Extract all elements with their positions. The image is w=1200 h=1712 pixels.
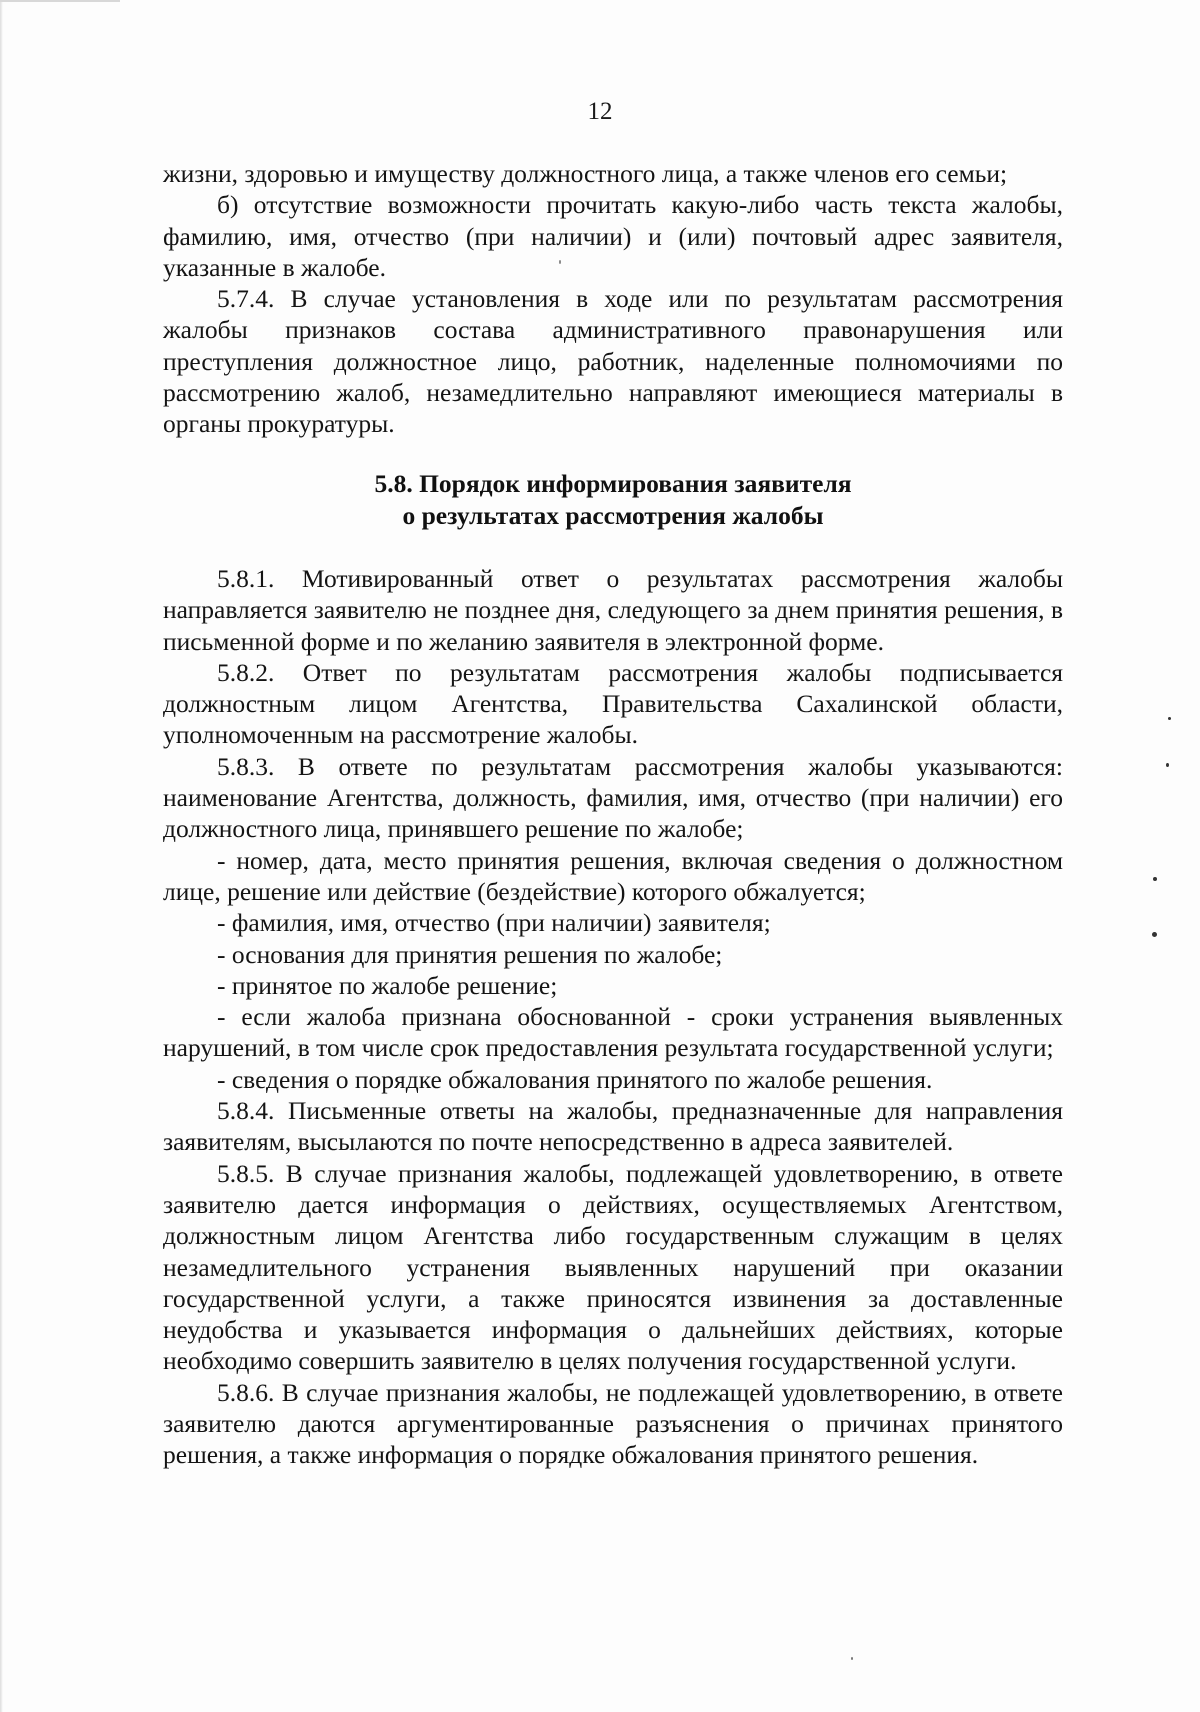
list-item-decision-grounds: - основания для принятия решения по жалобе; (217, 939, 723, 969)
scan-speck (1153, 877, 1157, 881)
paragraph-5-7-4: 5.7.4. В случае установления в ходе или по результатам рассмотрения жалобы признаков состава административного правонарушения или преступления должностное лицо, работник, наделенные полномочиями по рассмотрению жалоб, незамедлительно направляют имеющиеся материалы в органы прокуратуры. (163, 284, 1063, 439)
scan-speck (1152, 932, 1157, 937)
scan-top-line (0, 0, 120, 2)
list-item-remedy-terms: - если жалоба признана обоснованной - сроки устранения выявленных нарушений, в том числе срок предоставления результата государственной услуги; (163, 1002, 1063, 1063)
text-block-main (163, 563, 1063, 1471)
text-block-top (163, 158, 1063, 440)
section-heading (163, 468, 1063, 532)
scan-speck (851, 1657, 853, 1660)
list-item-decision-details: - номер, дата, место принятия решения, включая сведения о должностном лице, решение или действие (бездействие) которого обжалуется; (163, 845, 1063, 906)
scan-speck (559, 260, 561, 264)
scan-edge-shadow (0, 0, 3, 1712)
paragraph-5-8-1: 5.8.1. Мотивированный ответ о результатах рассмотрения жалобы направляется заявителю не позднее дня, следующего за днем принятия решения, в письменной форме и по желанию заявителя в электронной форме. (163, 564, 1063, 656)
paragraph-5-8-4: 5.8.4. Письменные ответы на жалобы, предназначенные для направления заявителям, высылаются по почте непосредственно в адреса заявителей. (163, 1096, 1063, 1157)
paragraph-5-8-5: 5.8.5. В случае признания жалобы, подлежащей удовлетворению, в ответе заявителю дается информация о действиях, осуществляемых Агентством, должностным лицом Агентства либо государственным служащим в целях незамедлительного устранения выявленных нарушений при оказании государственной услуги, а также приносятся извинения за доставленные неудобства и указывается информация о дальнейших действиях, которые необходимо совершить заявителю в целях получения государственной услуги. (163, 1158, 1063, 1376)
list-item-applicant-name: - фамилия, имя, отчество (при наличии) заявителя; (217, 908, 771, 938)
section-heading-line-2: о результатах рассмотрения жалобы (402, 501, 824, 530)
list-item-decision-taken: - принятое по жалобе решение; (217, 970, 558, 1000)
paragraph-5-8-3: 5.8.3. В ответе по результатам рассмотрения жалобы указываются: наименование Агентства, должность, фамилия, имя, отчество (при наличии) его должностного лица, принявшего решение по жалобе; (163, 751, 1063, 844)
list-item-appeal-procedure: - сведения о порядке обжалования принятого по жалобе решения. (217, 1064, 933, 1094)
paragraph-item-b: б) отсутствие возможности прочитать какую-либо часть текста жалобы, фамилию, имя, отчество (при наличии) и (или) почтовый адрес заявителя, указанные в жалобе. (163, 190, 1063, 282)
scan-speck (1168, 717, 1171, 720)
scan-speck (1166, 763, 1169, 767)
paragraph-5-8-6: 5.8.6. В случае признания жалобы, не подлежащей удовлетворению, в ответе заявителю даются аргументированные разъяснения о причинах принятого решения, а также информация о порядке обжалования принятого решения. (163, 1377, 1063, 1470)
page-number: 12 (587, 98, 613, 125)
paragraph-continuation: жизни, здоровью и имуществу должностного лица, а также членов его семьи; (163, 159, 1008, 188)
paragraph-5-8-2: 5.8.2. Ответ по результатам рассмотрения жалобы подписывается должностным лицом Агентства, Правительства Сахалинской области, уполномоченным на рассмотрение жалобы. (163, 657, 1063, 750)
section-heading-line-1: 5.8. Порядок информирования заявителя (374, 469, 852, 498)
